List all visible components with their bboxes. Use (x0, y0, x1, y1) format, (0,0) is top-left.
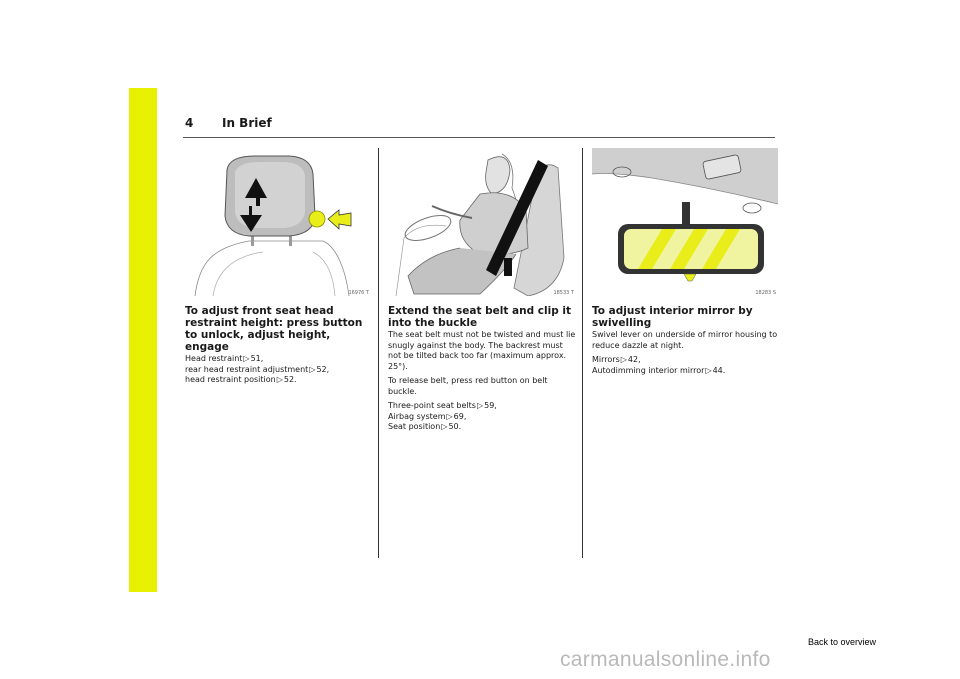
yellow-side-tab (129, 88, 157, 592)
page-ref-arrow-icon: ▷ (476, 401, 484, 410)
back-to-overview-link[interactable]: Back to overview (808, 637, 877, 647)
page-ref-link[interactable]: 52. (283, 375, 297, 384)
page-ref-arrow-icon: ▷ (276, 375, 283, 384)
page-ref-link[interactable]: 51, (250, 354, 264, 363)
body-paragraph: Swivel lever on underside of mirror housing to reduce dazzle at night. (592, 330, 778, 350)
reference-line: Three-point seat belts▷59, (388, 401, 497, 410)
reference-line: rear head restraint adjustment▷52, (185, 364, 330, 374)
body-paragraph: To release belt, press red button on belt buckle. (388, 376, 548, 396)
page-ref-link[interactable]: 59, (484, 401, 497, 410)
page-ref-arrow-icon: ▷ (705, 365, 712, 375)
section-body (388, 330, 576, 433)
section-heading: To adjust front seat head restraint height: press button to unlock, adjust height, engage (185, 305, 363, 353)
body-paragraph: The seat belt must not be twisted and must lie snugly against the body. The backrest must not be tilted back too far (maximum approx. 25°). (388, 330, 576, 371)
column-divider (582, 148, 583, 558)
seat-belt-drawing (388, 148, 576, 296)
section-heading: To adjust interior mirror by swivelling (592, 305, 753, 329)
interior-mirror-drawing (592, 148, 778, 296)
page-ref-arrow-icon: ▷ (441, 422, 448, 431)
head-restraint-illustration (185, 148, 371, 296)
column-seat-belt (388, 148, 576, 433)
page-ref-link[interactable]: 42, (627, 355, 641, 364)
reference-line: Autodimming interior mirror▷44. (592, 365, 726, 375)
page-number: 4 (185, 116, 194, 130)
reference-line: Head restraint▷51, (185, 354, 264, 363)
section-body (185, 354, 371, 386)
section-body (592, 330, 778, 376)
page-ref-link[interactable]: 69, (453, 411, 467, 421)
page-ref-link[interactable]: 44. (712, 365, 726, 375)
page-ref-link[interactable]: 50. (448, 422, 462, 431)
image-reference-code: 18283 S (755, 290, 776, 296)
interior-mirror-illustration (592, 148, 778, 296)
reference-line: Airbag system▷69, (388, 411, 467, 421)
page-ref-arrow-icon: ▷ (446, 411, 453, 421)
reference-line: Mirrors▷42, (592, 355, 641, 364)
section-title: In Brief (222, 116, 272, 130)
seat-belt-illustration (388, 148, 576, 296)
page-ref-arrow-icon: ▷ (243, 354, 250, 363)
page-ref-link[interactable]: 52, (316, 364, 330, 374)
column-interior-mirror (592, 148, 778, 376)
column-divider (378, 148, 379, 558)
column-head-restraint (185, 148, 371, 386)
page-ref-arrow-icon: ▷ (620, 355, 627, 364)
reference-line: Seat position▷50. (388, 422, 462, 431)
reference-line: head restraint position▷52. (185, 375, 297, 384)
head-restraint-drawing (185, 148, 371, 296)
site-watermark: carmanualsonline.info (560, 648, 771, 671)
page-ref-arrow-icon: ▷ (309, 364, 316, 374)
image-reference-code: 18533 T (553, 290, 574, 296)
header-rule (183, 137, 775, 138)
section-heading: Extend the seat belt and clip it into the buckle (388, 305, 571, 329)
image-reference-code: 16976 T (348, 290, 369, 296)
